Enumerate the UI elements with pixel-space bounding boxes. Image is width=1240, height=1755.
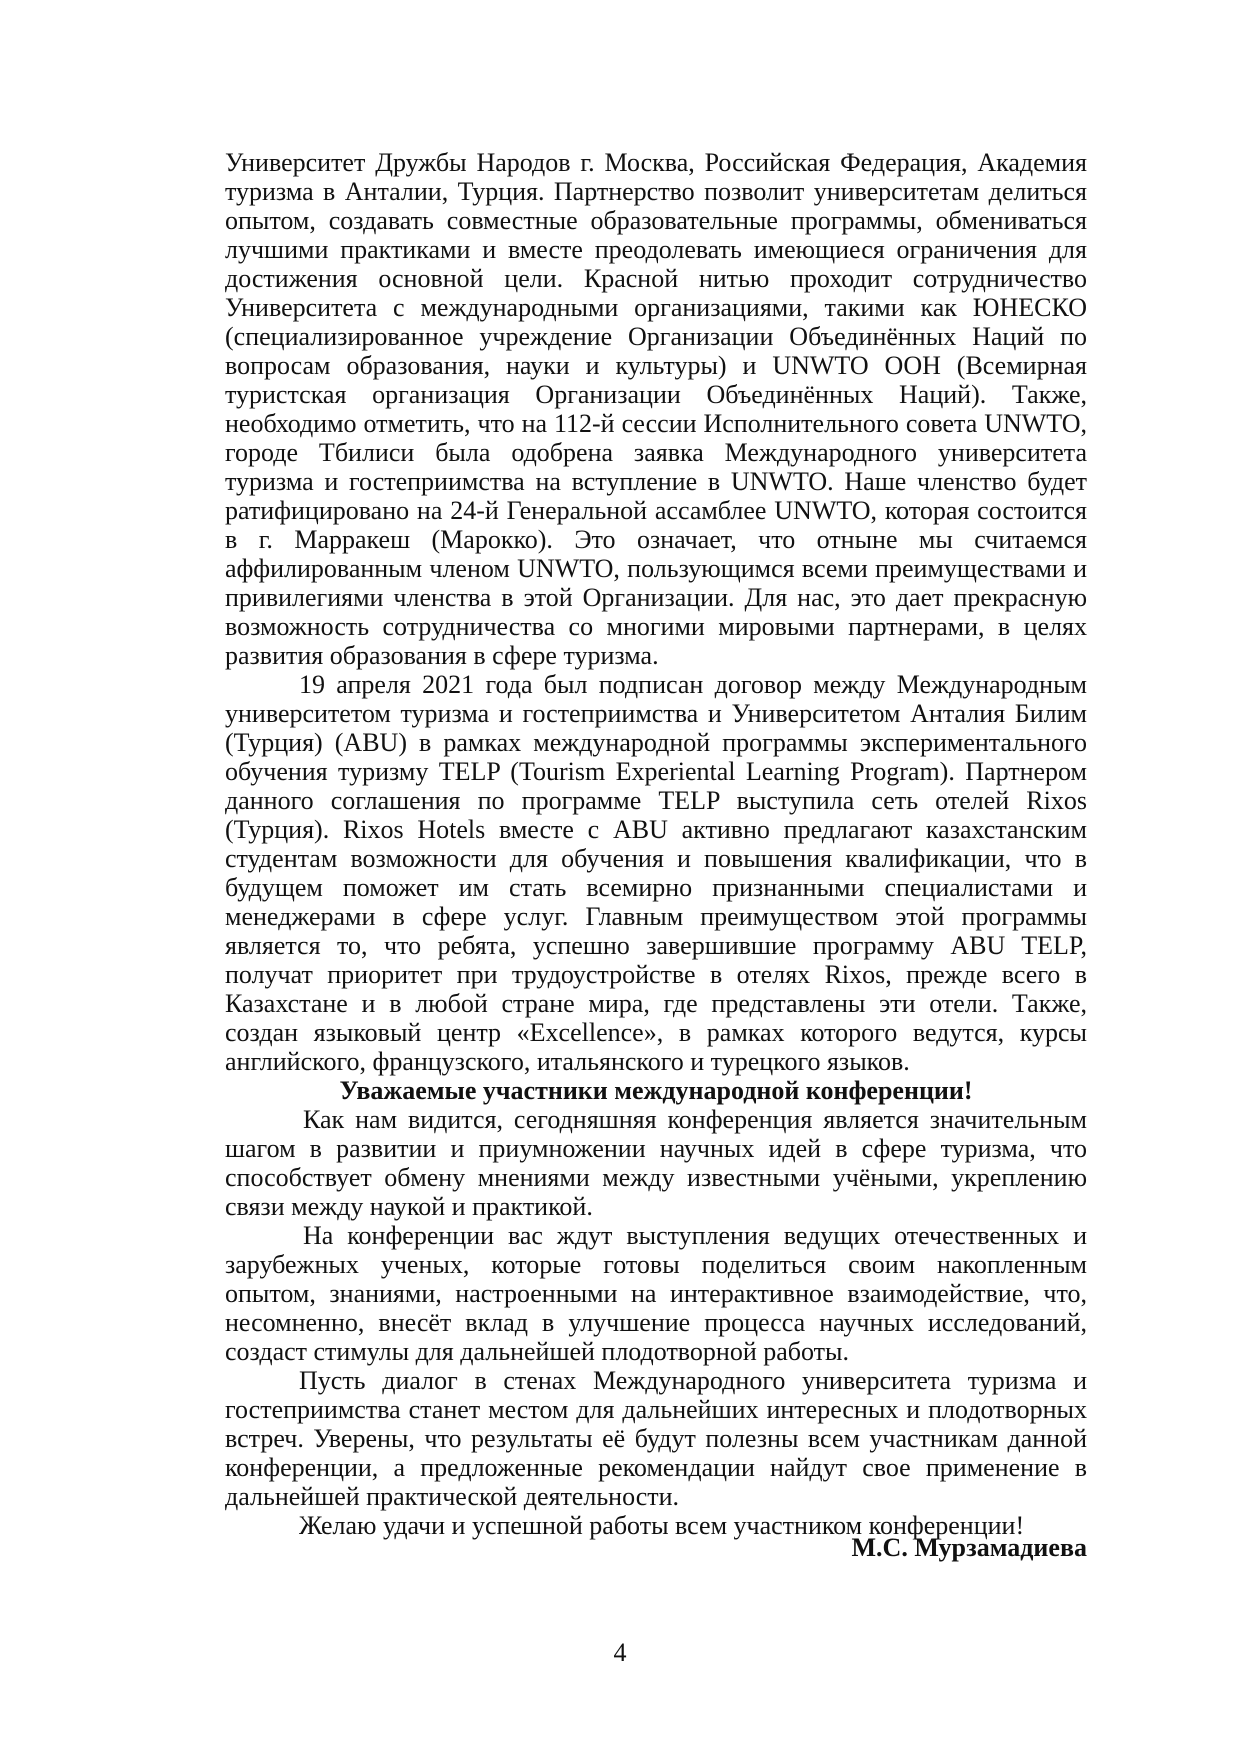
paragraph-telp-agreement: 19 апреля 2021 года был подписан договор между Международным университетом туризма и гостеприимства и Университетом Анталия Билим (Турция) (ABU) в рамках международной программы экспериментального обучения туризму TELP (Tourism Experiental Learning Program). Партнером данного соглашения по программе TELP выступила сеть отелей Rixos (Турция). Rixos Hotels вместе с ABU активно предлагают казахстанским студентам возможности для обучения и повышения квалификации, что в будущем поможет им стать всемирно признанными специалистами и менеджерами в сфере услуг. Главным преимуществом этой программы является то, что ребята, успешно завершившие программу ABU TELP, получат приоритет при трудоустройстве в отелях Rixos, прежде всего в Казахстане и в любой стране мира, где представлены эти отели. Также, создан языковый центр «Excellence», в рамках которого ведутся, курсы английского, французского, итальянского и турецкого языков. [225, 670, 1087, 1076]
document-body [225, 148, 1087, 1540]
paragraph-dialogue: Пусть диалог в стенах Международного университета туризма и гостеприимства станет местом для дальнейших интересных и плодотворных встреч. Уверены, что результаты её будут полезны всем участникам данной конференции, а предложенные рекомендации найдут свое применение в дальнейшей практической деятельности. [225, 1366, 1087, 1511]
paragraph-wishes: Желаю удачи и успешной работы всем участником конференции! [299, 1511, 1025, 1540]
signature: М.С. Мурзамадиева [851, 1533, 1087, 1562]
page-number: 4 [613, 1638, 627, 1667]
address-heading: Уважаемые участники международной конференции! [339, 1076, 973, 1105]
paragraph-speakers: На конференции вас ждут выступления ведущих отечественных и зарубежных ученых, которые готовы поделиться своим накопленным опытом, знаниями, настроенными на интерактивное взаимодействие, что, несомненно, внесёт вклад в улучшение процесса научных исследований, создаст стимулы для дальнейшей плодотворной работы. [225, 1221, 1087, 1366]
paragraph-conference-step: Как нам видится, сегодняшняя конференция является значительным шагом в развитии и приумножении научных идей в сфере туризма, что способствует обмену мнениями между известными учёными, укреплению связи между наукой и практикой. [225, 1105, 1087, 1221]
paragraph-partnerships: Университет Дружбы Народов г. Москва, Российская Федерация, Академия туризма в Анталии, Турция. Партнерство позволит университетам делиться опытом, создавать совместные образовательные программы, обмениваться лучшими практиками и вместе преодолевать имеющиеся ограничения для достижения основной цели. Красной нитью проходит сотрудничество Университета с международными организациями, такими как ЮНЕСКО (специализированное учреждение Организации Объединённых Наций по вопросам образования, науки и культуры) и UNWTO ООН (Всемирная туристская организация Организации Объединённых Наций). Также, необходимо отметить, что на 112-й сессии Исполнительного совета UNWTO, городе Тбилиси была одобрена заявка Международного университета туризма и гостеприимства на вступление в UNWTO. Наше членство будет ратифицировано на 24-й Генеральной ассамблее UNWTO, которая состоится в г. Марракеш (Марокко). Это означает, что отныне мы считаемся аффилированным членом UNWTO, пользующимся всеми преимуществами и привилегиями членства в этой Организации. Для нас, это дает прекрасную возможность сотрудничества со многими мировыми партнерами, в целях развития образования в сфере туризма. [225, 148, 1087, 670]
